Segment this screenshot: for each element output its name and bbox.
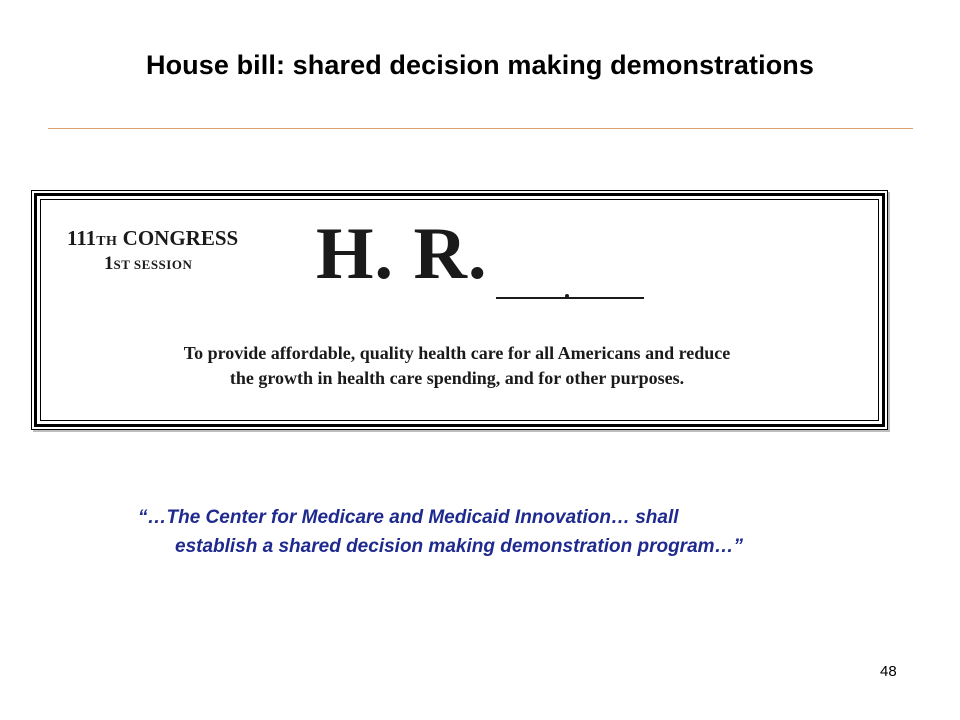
session-label bbox=[104, 254, 192, 273]
title-divider bbox=[48, 128, 913, 129]
bill-cover-image bbox=[31, 190, 888, 430]
session-number: 1 bbox=[104, 253, 114, 274]
congress-label bbox=[67, 228, 238, 249]
bill-purpose-text: To provide affordable, quality health care for all Americans and reduce the growth in health care spending, and for other purposes. bbox=[183, 343, 731, 388]
bill-number-blank-dot bbox=[565, 294, 569, 298]
bill-designation: H. R. bbox=[316, 213, 488, 295]
congress-suffix: TH bbox=[96, 234, 118, 249]
session-suffix: ST bbox=[113, 257, 131, 272]
bill-quote-line-1: “…The Center for Medicare and Medicaid Innovation… shall bbox=[138, 507, 679, 528]
bill-quote-line-2: establish a shared decision making demonstration program…” bbox=[175, 536, 744, 557]
session-word: SESSION bbox=[130, 257, 193, 272]
bill-quote bbox=[138, 503, 918, 561]
slide-number: 48 bbox=[880, 663, 897, 680]
congress-number: 111 bbox=[67, 226, 97, 250]
slide-title: House bill: shared decision making demonstrations bbox=[145, 50, 815, 80]
congress-word: CONGRESS bbox=[117, 226, 239, 250]
bill-number-blank-line bbox=[496, 297, 644, 299]
